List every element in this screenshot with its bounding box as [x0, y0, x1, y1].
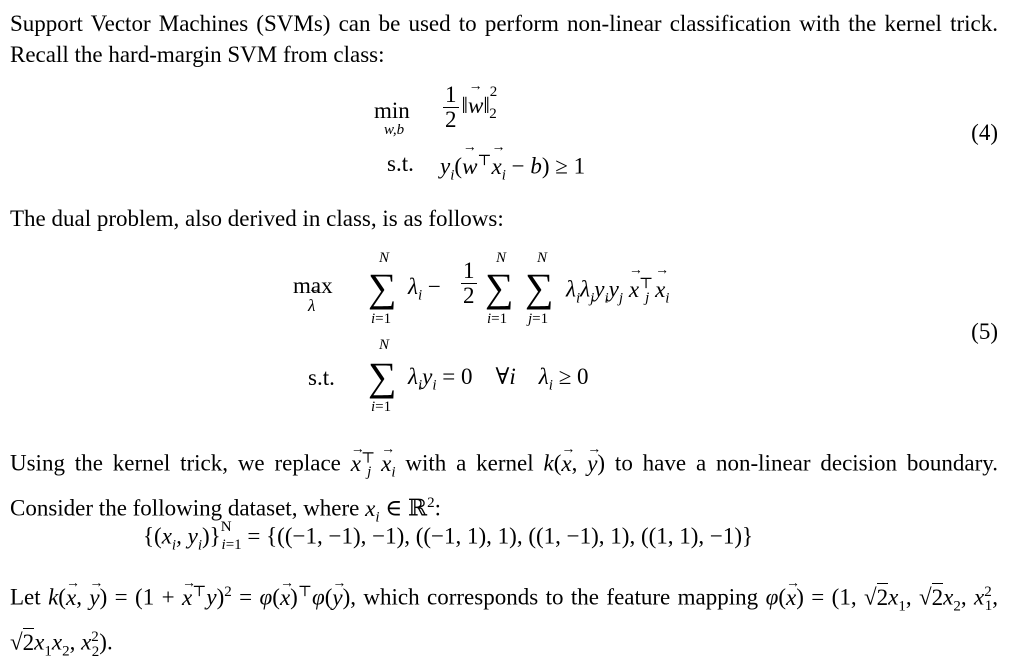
eq5-sum1-lower: i=1: [371, 311, 392, 327]
eq5-max-subscript: → λ: [308, 296, 315, 316]
eq4-objective: $\frac{1}{2}$ ‖→ w‖$^2_2$: [440, 83, 497, 132]
eq5-number: (5): [971, 319, 998, 344]
eq4-st-label: s.t.: [387, 151, 414, 176]
eq5-half: $\frac{1}{2}$: [463, 258, 475, 308]
eq5-sum1: ∑: [368, 265, 397, 310]
eq5-sum4: ∑: [368, 354, 397, 399]
intro-paragraph: [10, 8, 998, 70]
eq5-sum3: ∑: [525, 265, 554, 310]
kernel-paragraph: Using the kernel trick, we replace → $x^⊤_j \to x_i$ with a kernel k(→ x, → y) to have a non-linear decision boundary. Consider the following dataset, where $x_i$ ∈ ℝ$^2$:: [10, 443, 998, 534]
eq4-min-operator: min: [374, 98, 410, 123]
eq5-sum1-upper: N: [379, 250, 390, 266]
dual-intro-text: The dual problem, also derived in class, is as follows:: [10, 206, 504, 231]
eq4-constraint: $y_i(\to w^⊤\to x_i - b) \ge 1$: [440, 151, 585, 184]
eq4-min-subscript: w,b: [384, 122, 405, 138]
eq4-number: (4): [971, 120, 998, 145]
eq5-sum2-upper: N: [496, 250, 507, 266]
dataset-equation: {($x_i$, $y_i)\}^N_{i=1} = \{((-1$, −1), −1), ((−1, 1), 1), ((1, −1), 1), ((1, 1), −1)}: [143, 519, 754, 554]
eq5-sum2: ∑: [485, 265, 514, 310]
eq5-max-operator: max: [293, 273, 333, 298]
dual-intro-paragraph: [10, 203, 998, 234]
eq5-sum2-lower: i=1: [487, 311, 508, 327]
eq5-sum3-upper: N: [537, 250, 548, 266]
eq5-st-label: s.t.: [308, 365, 335, 390]
intro-text: Support Vector Machines (SVMs) can be used to perform non-linear classification with the kernel trick. Recall the hard-margin SVM from class:: [10, 11, 998, 67]
eq5-summand: $\lambda_i\lambda_jy_iy_j \to x^⊤_j \to x_i$: [566, 274, 669, 307]
eq5-sum3-lower: j=1: [528, 311, 549, 327]
final-paragraph: Let k(→ x, → y) = (1 + → x⊤y)$^2$ = φ(→ x)⊤φ(→ y), which corresponds to the feature mapping φ(→ x) = (1, $√2x_1$, $√2x_2$, $x^2_1$, $√2x_1x_2$, $x^2_2$).: [10, 577, 998, 668]
eq5-constraint: $\lambda_iy_i = 0$ ∀i $\lambda_i \ge 0$: [408, 364, 589, 394]
eq5-term1: $\lambda_i$ −: [408, 274, 441, 304]
eq5-sum4-upper: N: [379, 337, 390, 353]
eq5-sum4-lower: i=1: [371, 399, 392, 415]
